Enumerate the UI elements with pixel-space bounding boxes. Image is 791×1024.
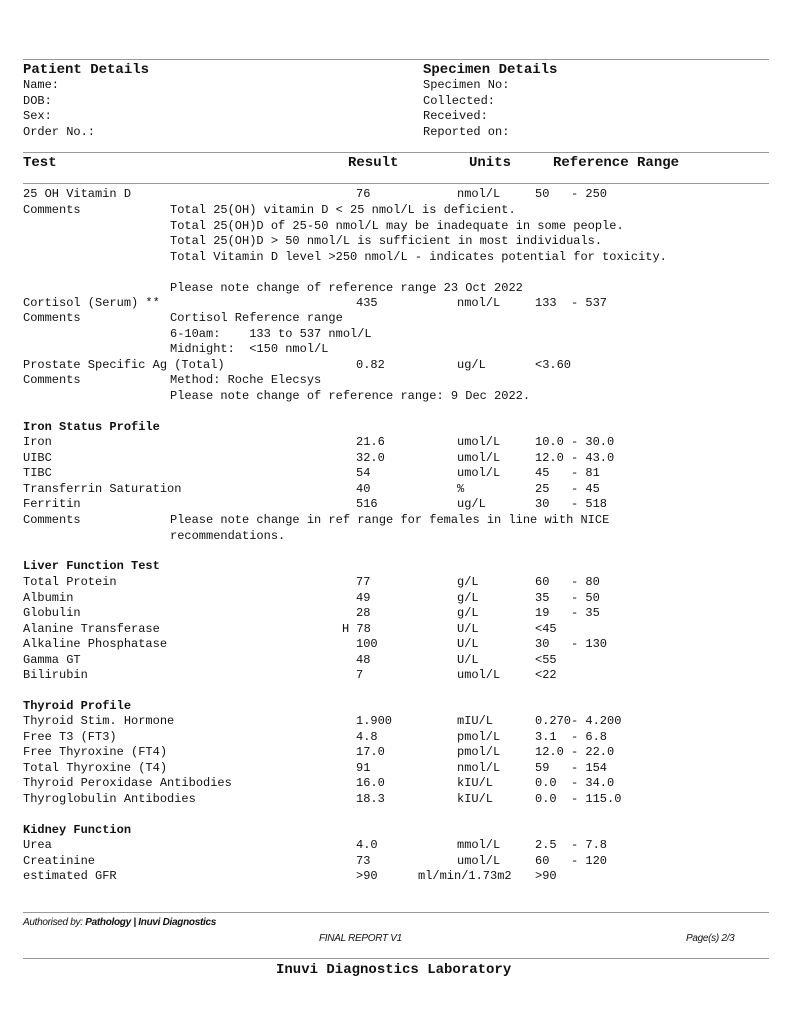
test-result: 48: [356, 652, 371, 667]
column-reference-range: Reference Range: [553, 155, 680, 171]
specimen-field: Collected:: [423, 93, 496, 108]
test-reference-range: <55: [535, 652, 557, 667]
test-name: Total Protein: [23, 575, 117, 589]
test-result: 516: [356, 497, 378, 511]
test-reference-range: 0.0 - 34.0: [535, 776, 615, 790]
test-result: 76: [356, 187, 371, 201]
specimen-field: Received:: [423, 109, 488, 123]
footer-divider-bottom: [23, 958, 769, 959]
test-name: Albumin: [23, 590, 74, 605]
test-units: U/L: [457, 637, 479, 651]
specimen-details-heading: Specimen Details: [423, 62, 558, 78]
test-reference-range: 12.0 - 22.0: [535, 745, 615, 759]
test-result: 18.3: [356, 791, 385, 806]
test-name: Free T3 (FT3): [23, 729, 117, 744]
test-name: Total Thyroxine (T4): [23, 760, 168, 775]
specimen-field: Specimen No:: [423, 78, 510, 92]
test-reference-range: 25 - 45: [535, 481, 600, 496]
test-result: 435: [356, 296, 378, 310]
specimen-field: Reported on:: [423, 124, 510, 139]
test-units: kIU/L: [457, 791, 494, 806]
section-title-thyroid: Thyroid Profile: [23, 699, 132, 713]
test-name: Alanine Transferase: [23, 621, 160, 636]
test-name: Urea: [23, 838, 52, 852]
test-reference-range: <3.60: [535, 358, 572, 372]
test-reference-range: 2.5 - 7.8: [535, 838, 608, 852]
test-name: UIBC: [23, 450, 52, 465]
comment-line: recommendations.: [170, 528, 286, 543]
test-result: 40: [356, 481, 371, 496]
test-units: pmol/L: [457, 745, 501, 759]
comment-line: Cortisol Reference range: [170, 311, 343, 325]
test-units: nmol/L: [457, 187, 501, 201]
test-result: 16.0: [356, 776, 385, 790]
comment-line: Total 25(OH)D > 50 nmol/L is sufficient in most individuals.: [170, 234, 603, 248]
test-reference-range: 35 - 50: [535, 590, 600, 605]
test-reference-range: 133 - 537: [535, 296, 608, 310]
column-units: Units: [469, 155, 512, 171]
test-result: 28: [356, 606, 371, 620]
test-name: Gamma GT: [23, 652, 81, 667]
comment-line: Total Vitamin D level >250 nmol/L - indicates potential for toxicity.: [170, 249, 667, 264]
test-reference-range: 10.0 - 30.0: [535, 435, 615, 449]
page-number: Page(s) 2/3: [686, 933, 735, 944]
comment-line: Method: Roche Elecsys: [170, 373, 322, 387]
test-result: 91: [356, 760, 371, 775]
test-units: pmol/L: [457, 729, 501, 744]
test-name: Transferrin Saturation: [23, 481, 182, 496]
test-reference-range: 30 - 130: [535, 637, 608, 651]
comment-line: Total 25(OH)D of 25-50 nmol/L may be inadequate in some people.: [170, 218, 624, 233]
test-reference-range: <45: [535, 621, 557, 636]
test-units: ug/L: [457, 358, 486, 372]
comment-line: Please note change of reference range 23 Oct 2022: [170, 280, 523, 295]
patient-details-heading: Patient Details: [23, 62, 150, 78]
section-title-iron: Iron Status Profile: [23, 420, 160, 434]
test-units: ml/min/1.73m2: [418, 869, 512, 883]
test-name: Ferritin: [23, 497, 81, 511]
test-name: Alkaline Phosphatase: [23, 637, 168, 651]
test-result: 1.900: [356, 714, 393, 728]
comment-line: Please note change in ref range for females in line with NICE: [170, 513, 610, 527]
test-units: ug/L: [457, 497, 486, 511]
test-units: mIU/L: [457, 714, 494, 728]
comment-line: Midnight: <150 nmol/L: [170, 342, 329, 356]
patient-field: Sex:: [23, 109, 52, 123]
comments-label: Comments: [23, 513, 81, 527]
section-title-kidney: Kidney Function: [23, 823, 132, 837]
test-units: g/L: [457, 590, 479, 605]
test-units: mmol/L: [457, 838, 501, 852]
test-result: 54: [356, 466, 371, 480]
test-name: Thyroglobulin Antibodies: [23, 791, 196, 806]
test-reference-range: 45 - 81: [535, 466, 600, 480]
test-result: >90: [356, 869, 378, 883]
test-name: 25 OH Vitamin D: [23, 187, 132, 201]
test-name: Thyroid Stim. Hormone: [23, 714, 175, 728]
comment-line: 6-10am: 133 to 537 nmol/L: [170, 326, 372, 341]
test-units: kIU/L: [457, 776, 494, 790]
test-reference-range: 3.1 - 6.8: [535, 729, 608, 744]
laboratory-name: Inuvi Diagnostics Laboratory: [276, 962, 512, 978]
test-name: Globulin: [23, 606, 81, 620]
test-result: H 78: [342, 621, 371, 636]
test-units: g/L: [457, 606, 479, 620]
test-name: TIBC: [23, 466, 52, 480]
test-reference-range: 12.0 - 43.0: [535, 450, 615, 465]
patient-field: Name:: [23, 78, 60, 92]
test-units: umol/L: [457, 450, 501, 465]
test-name: Cortisol (Serum) **: [23, 296, 160, 310]
test-name: Prostate Specific Ag (Total): [23, 358, 225, 372]
test-reference-range: 30 - 518: [535, 497, 608, 511]
test-units: nmol/L: [457, 296, 501, 310]
test-result: 100: [356, 637, 378, 651]
comment-line: Total 25(OH) vitamin D < 25 nmol/L is deficient.: [170, 203, 516, 217]
test-units: U/L: [457, 621, 479, 636]
patient-field: Order No.:: [23, 124, 96, 139]
comments-label: Comments: [23, 311, 81, 325]
test-result: 49: [356, 590, 371, 605]
test-units: nmol/L: [457, 760, 501, 775]
comment-line: Please note change of reference range: 9 Dec 2022.: [170, 388, 531, 403]
test-units: g/L: [457, 575, 479, 589]
test-name: estimated GFR: [23, 869, 117, 883]
test-reference-range: 19 - 35: [535, 606, 600, 620]
test-reference-range: 60 - 120: [535, 853, 608, 868]
test-name: Creatinine: [23, 853, 96, 868]
comments-label: Comments: [23, 373, 81, 387]
test-reference-range: 50 - 250: [535, 187, 608, 201]
columns-divider: [23, 183, 769, 184]
comments-label: Comments: [23, 203, 81, 217]
test-units: umol/L: [457, 435, 501, 449]
test-units: U/L: [457, 652, 479, 667]
column-result: Result: [348, 155, 399, 171]
section-title-liver: Liver Function Test: [23, 559, 160, 573]
test-result: 17.0: [356, 745, 385, 759]
top-divider: [23, 59, 769, 60]
test-result: 7: [356, 668, 364, 682]
test-name: Thyroid Peroxidase Antibodies: [23, 776, 232, 790]
header-divider: [23, 152, 769, 153]
test-units: umol/L: [457, 466, 501, 480]
test-name: Bilirubin: [23, 668, 88, 682]
test-reference-range: >90: [535, 869, 557, 883]
test-reference-range: 60 - 80: [535, 575, 600, 589]
test-result: 32.0: [356, 450, 385, 465]
test-result: 77: [356, 575, 371, 589]
test-result: 21.6: [356, 435, 385, 449]
test-units: umol/L: [457, 853, 501, 868]
test-reference-range: 59 - 154: [535, 760, 608, 775]
test-name: Iron: [23, 435, 52, 449]
report-version: FINAL REPORT V1: [319, 933, 402, 944]
column-test: Test: [23, 155, 57, 171]
test-name: Free Thyroxine (FT4): [23, 745, 168, 759]
authorised-by: Authorised by: Pathology | Inuvi Diagnostics: [23, 917, 217, 928]
test-result: 4.0: [356, 838, 378, 852]
footer-divider-top: [23, 912, 769, 913]
test-units: umol/L: [457, 668, 501, 682]
test-result: 0.82: [356, 358, 385, 372]
test-reference-range: <22: [535, 668, 557, 682]
test-result: 73: [356, 853, 371, 868]
patient-field: DOB:: [23, 93, 52, 108]
test-result: 4.8: [356, 729, 378, 744]
test-reference-range: 0.270- 4.200: [535, 714, 622, 728]
test-units: %: [457, 481, 465, 496]
test-reference-range: 0.0 - 115.0: [535, 791, 622, 806]
